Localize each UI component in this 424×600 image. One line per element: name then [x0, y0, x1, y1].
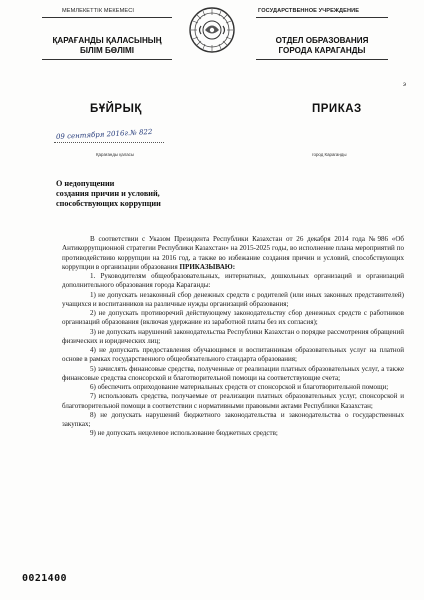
- paragraph-1-2: 2) не допускать противоречий действующему законодательству сбор денежных средств с работников организаций образования (включая удержание из заработной платы без их согласия);: [62, 309, 404, 327]
- right-org-line-1: ОТДЕЛ ОБРАЗОВАНИЯ: [275, 36, 369, 45]
- right-org-top: ГОСУДАРСТВЕННОЕ УЧРЕЖДЕНИЕ: [258, 8, 360, 14]
- left-org-line-2: БІЛІМ БӨЛІМІ: [79, 46, 135, 55]
- paragraph-1-3: 3) не допускать нарушений законодательства Республики Казахстан о порядке рассмотрения обращений физических и юридических лиц;: [62, 327, 404, 345]
- handwritten-date-number: 09 сентября 2016г.№ 822: [55, 127, 153, 141]
- paragraph-1: 1. Руководителям общеобразовательных, интернатных, дошкольных организаций и организаций дополнительного образования города Караганды:: [62, 272, 404, 290]
- document-serial-number: 0021400: [22, 573, 67, 584]
- paragraph-1-5: 5) зачислять финансовые средства, полученные от реализации платных образовательных услуг, а также финансовые средства спонсорской и благотворительной помощи на соответствующие счета;: [62, 364, 404, 382]
- order-word-left: БҰЙРЫҚ: [90, 103, 142, 115]
- city-right: город Караганды: [312, 152, 347, 157]
- right-header-rule-top: [256, 17, 388, 18]
- date-number-underline: [54, 142, 164, 143]
- right-org-line-2: ГОРОДА КАРАГАНДЫ: [278, 46, 366, 55]
- paragraph-1-6: 6) обеспечить оприходование материальных средств от спонсорской и благотворительной помощи;: [90, 383, 389, 391]
- order-body: [62, 235, 404, 439]
- intro-text: В соответствии с Указом Президента Республики Казахстан от 26 декабря 2014 года №986 «Об Антикоррупционной стратегии Республики Казахстан» на 2015-2025 годы, во исполнение плана мероприятий по противодействию коррупции на 2016 год, а также во избежание создания причин и условий, способствующих коррупции в организации образования: [62, 235, 404, 271]
- left-org-line-1: ҚАРАҒАНДЫ ҚАЛАСЫНЫҢ: [52, 36, 162, 45]
- left-header-rule-bottom: [42, 59, 172, 60]
- state-emblem-icon: [188, 6, 236, 54]
- subject-line-1: О недопущении: [56, 179, 115, 188]
- paragraph-1-8: 8) не допускать нарушений бюджетного законодательства и законодательства о государственных закупках;: [62, 410, 404, 428]
- paragraph-1-9: 9) не допускать нецелевое использование бюджетных средств;: [90, 429, 278, 438]
- right-header-rule-bottom: [256, 59, 388, 60]
- paragraph-1-7: 7) использовать средства, получаемые от реализации платных образовательных услуг, спонсорской и благотворительной помощи в соответствии с нормативными правовыми актами Республики Казахстан;: [62, 392, 404, 410]
- intro-paragraph: [62, 235, 404, 272]
- subject-line-3: способствующих коррупции: [56, 199, 161, 208]
- city-left: Қарағанды қаласы: [96, 152, 135, 157]
- edge-mark: э: [403, 82, 407, 88]
- paragraph-1-1: 1) не допускать незаконный сбор денежных средств с родителей (или иных законных представителей) учащихся и воспитанников на различные нужды организаций образования;: [62, 290, 404, 308]
- order-directive: ПРИКАЗЫВАЮ:: [179, 262, 236, 271]
- left-org-top: МЕМЛЕКЕТТІК МЕКЕМЕСІ: [62, 8, 135, 14]
- paragraph-1-4: 4) не допускать предоставления обучающимся и воспитанникам образовательных услуг на платной основе в рамках государственного общеобязательного стандарта образования;: [62, 346, 404, 364]
- order-word-right: ПРИКАЗ: [312, 103, 362, 115]
- left-header-rule-top: [42, 17, 172, 18]
- subject-line-2: создания причин и условий,: [56, 189, 160, 198]
